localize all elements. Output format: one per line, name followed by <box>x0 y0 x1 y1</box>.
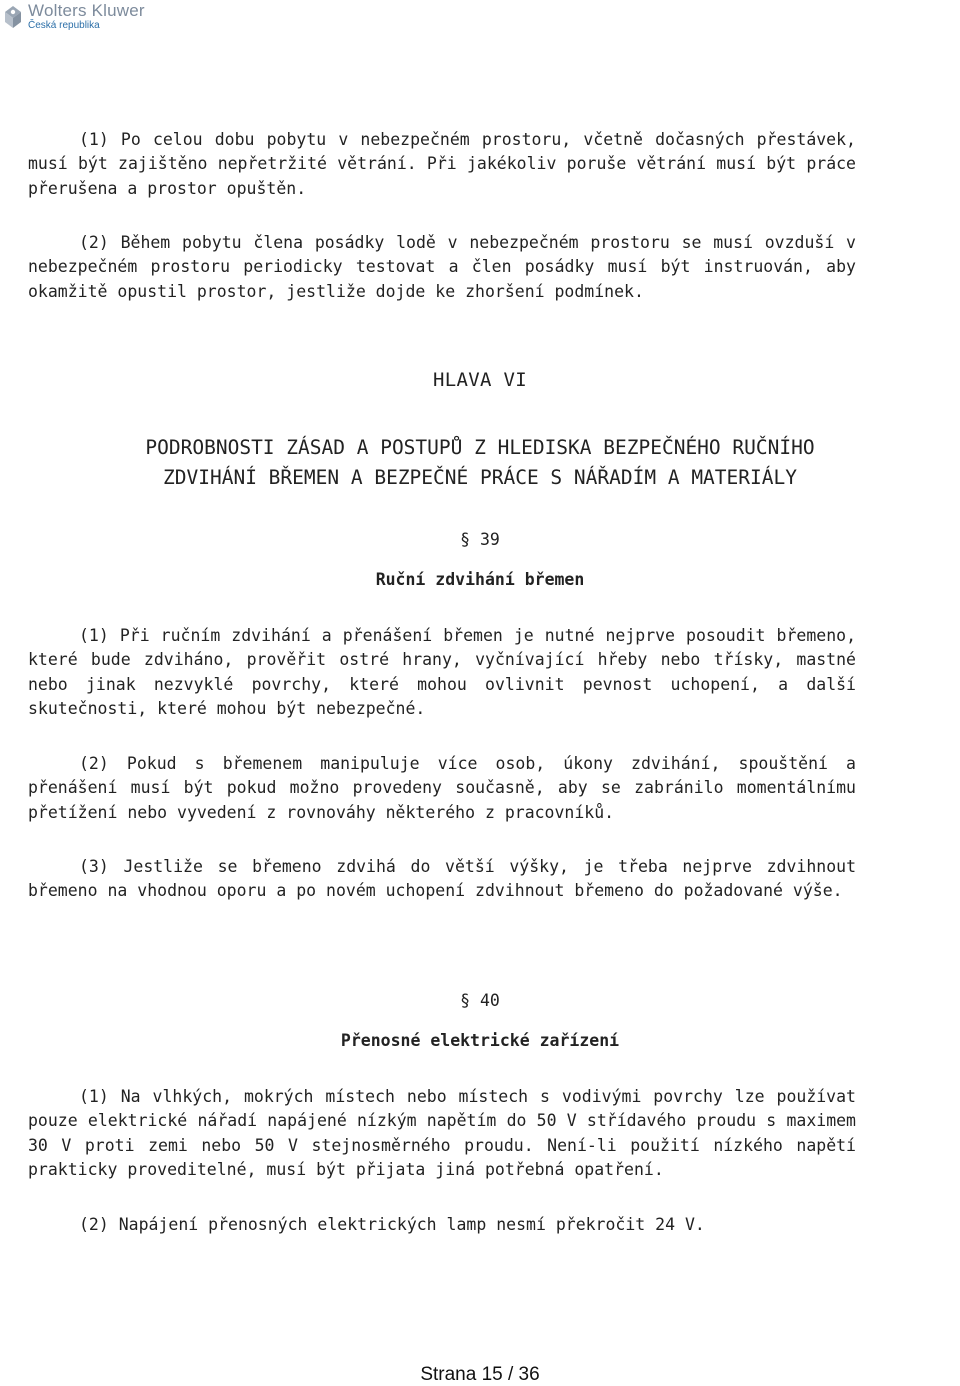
page-number: Strana 15 / 36 <box>420 1364 540 1385</box>
chapter-title-line-2: ZDVIHÁNÍ BŘEMEN A BEZPEČNÉ PRÁCE S NÁŘADÍM A MATERIÁLY <box>163 466 797 489</box>
brand-name: Wolters Kluwer <box>28 1 145 20</box>
brand-subtitle: Česká republika <box>28 20 100 31</box>
chapter-title <box>0 433 960 493</box>
section-39-heading: Ruční zdvihání břemen <box>375 570 585 589</box>
section-40-paragraph-1: (1) Na vlhkých, mokrých místech nebo místech s vodivými povrchy lze používat pouze elektrické nářadí napájené nízkým napětím do 50 V střídavého proudu s maximem 30 V proti zemi nebo 50 V stejnosměrného proudu. Není-li použití nízkého napětí prakticky proveditelné, musí být přijata jiná potřebná opatření. <box>28 1087 866 1179</box>
section-39-paragraph-1: (1) Při ručním zdvihání a přenášení břemen je nutné nejprve posoudit břemeno, které bude zdviháno, prověřit ostré hrany, vyčnívající hřeby nebo třísky, mastné nebo jinak nezvyklé povrchy, které mohou ovlivnit pevnost uchopení, a další skutečnosti, které mohou být nebezpečné. <box>28 626 866 718</box>
section-39-number: § 39 <box>460 530 500 549</box>
paragraph-p2: (2) Během pobytu člena posádky lodě v nebezpečném prostoru se musí ovzduší v nebezpečném prostoru periodicky testovat a člen posádky musí být instruován, aby okamžitě opustil prostor, jestliže dojde ke zhoršení podmínek. <box>28 233 866 301</box>
section-40-number: § 40 <box>460 991 500 1010</box>
chapter-title-line-1: PODROBNOSTI ZÁSAD A POSTUPŮ Z HLEDISKA BEZPEČNÉHO RUČNÍHO <box>145 436 815 459</box>
publisher-logo <box>2 2 145 31</box>
paragraph-p1: (1) Po celou dobu pobytu v nebezpečném prostoru, včetně dočasných přestávek, musí být zajištěno nepřetržité větrání. Při jakékoliv poruše větrání musí být práce přerušena a prostor opuštěn. <box>28 130 866 198</box>
chapter-label: HLAVA VI <box>433 369 527 391</box>
section-39-paragraph-3: (3) Jestliže se břemeno zdvihá do větší výšky, je třeba nejprve zdvihnout břemeno na vhodnou oporu a po novém uchopení zdvihnout břemeno do požadované výše. <box>28 857 866 901</box>
section-40-heading: Přenosné elektrické zařízení <box>340 1031 620 1050</box>
section-40-paragraph-2: (2) Napájení přenosných elektrických lamp nesmí překročit 24 V. <box>79 1215 705 1234</box>
wolters-kluwer-logo-icon <box>2 2 24 30</box>
section-39-paragraph-2: (2) Pokud s břemenem manipuluje více osob, úkony zdvihání, spouštění a přenášení musí být pokud možno provedeny současně, aby se zabránilo momentálnímu přetížení nebo vyvedení z rovnováhy některého z pracovníků. <box>28 754 866 822</box>
